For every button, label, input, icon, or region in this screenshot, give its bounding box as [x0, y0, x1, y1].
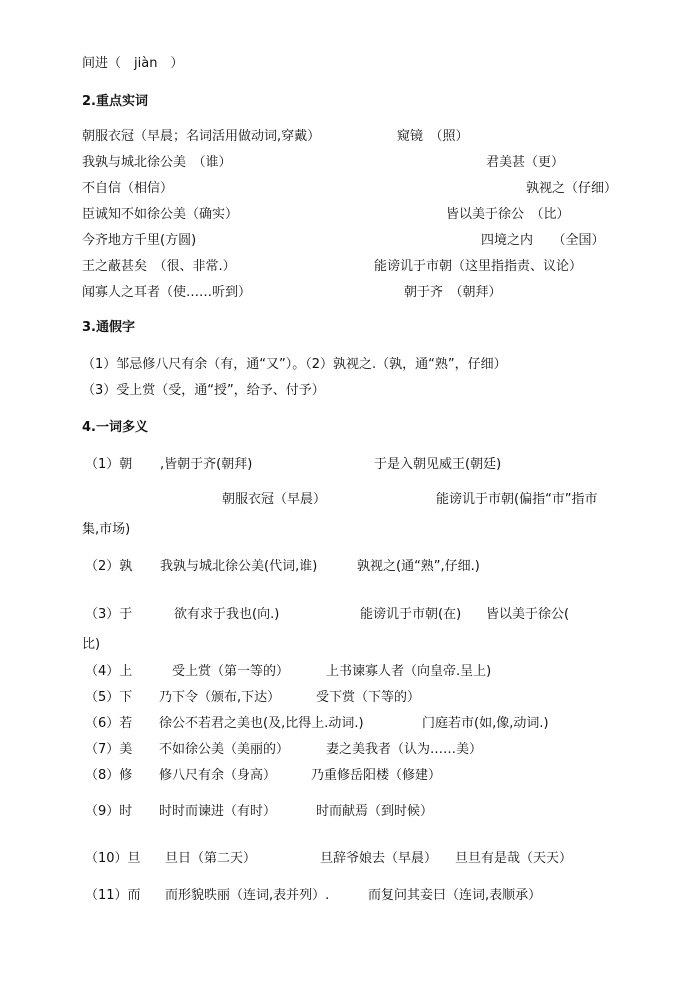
item-usage: 旦辞爷娘去（早晨）: [320, 851, 438, 866]
vocab-row: [0, 127, 696, 147]
item-usage: 能谤讥于市朝(偏指“市”指市: [436, 492, 598, 507]
vocab-left: 王之蔽甚矣 （很、非常.）: [82, 259, 236, 274]
item-label: （8）修: [85, 768, 133, 783]
item-usage: 时而献焉（到时候）: [316, 804, 434, 819]
polysemy-item-3: [0, 605, 696, 625]
polysemy-item-1: [0, 455, 696, 475]
item-label: （10）旦: [85, 851, 141, 866]
section-title: 2.重点实词: [82, 94, 148, 109]
vocab-row: [0, 179, 696, 199]
section-heading-2: [0, 92, 696, 112]
item-usage: 而复问其妾曰（连词,表顺承）: [368, 888, 542, 903]
section-title: 3.通假字: [82, 320, 135, 335]
vocab-row: [0, 153, 696, 173]
section-heading-4: [0, 418, 696, 438]
item-usage: 集,市场): [82, 522, 131, 537]
vocab-left: 朝服衣冠（早晨；名词活用做动词,穿戴）: [82, 129, 321, 144]
item-usage: 乃下令（颁布,下达）: [159, 690, 281, 705]
tongjia-text: （1）邹忌修八尺有余（有，通“又”）。（2）孰视之.（孰，通“熟”，仔细）: [82, 357, 507, 372]
item-usage: ,皆朝于齐(朝拜): [160, 457, 253, 472]
polysemy-item-3-wrap: [0, 635, 696, 655]
item-usage: 上书谏寡人者（向皇帝.呈上): [326, 664, 492, 679]
vocab-left: 闻寡人之耳者（使……听到）: [82, 285, 252, 300]
vocab-row: [0, 231, 696, 251]
vocab-row: [0, 283, 696, 303]
vocab-row: [0, 205, 696, 225]
item-usage: 不如徐公美（美丽的）: [159, 742, 290, 757]
polysemy-item-7: [0, 740, 696, 760]
vocab-left: 我孰与城北徐公美 （谁）: [82, 155, 232, 170]
item-usage: 而形貌昳丽（连词,表并列）.: [165, 888, 330, 903]
item-label: （2）孰: [85, 559, 133, 574]
item-label: （11）而: [85, 888, 141, 903]
item-usage: 乃重修岳阳楼（修建）: [311, 768, 442, 783]
item-label: （7）美: [85, 742, 133, 757]
item-usage: 孰视之(通“熟”,仔细.): [357, 559, 480, 574]
vocab-right: 能谤讥于市朝（这里指指责、议论）: [374, 259, 583, 274]
item-usage: 朝服衣冠（早晨）: [222, 492, 327, 507]
item-label: （4）上: [85, 664, 133, 679]
vocab-row: [0, 257, 696, 277]
polysemy-item-5: [0, 688, 696, 708]
intro-text: 间进（ jiàn ）: [82, 56, 184, 71]
item-usage: 妻之美我者（认为……美）: [326, 742, 483, 757]
vocab-right: 朝于齐 （朝拜）: [404, 285, 502, 300]
item-usage: 旦旦有是哉（天天）: [455, 851, 573, 866]
tongjia-line: [0, 381, 696, 401]
section-title: 4.一词多义: [82, 420, 148, 435]
vocab-left: 今齐地方千里(方圆): [82, 233, 197, 248]
vocab-left: 不自信（相信）: [82, 181, 174, 196]
item-usage: 能谤讥于市朝(在): [360, 607, 462, 622]
vocab-right: 孰视之（仔细）: [526, 181, 618, 196]
intro-line: [0, 54, 696, 74]
polysemy-item-8: [0, 766, 696, 786]
polysemy-item-6: [0, 714, 696, 734]
item-label: （3）于: [85, 607, 133, 622]
vocab-right: 皆以美于徐公 （比）: [446, 207, 570, 222]
section-heading-3: [0, 318, 696, 338]
polysemy-item-10: [0, 849, 696, 869]
polysemy-item-1-wrap: [0, 520, 696, 540]
item-usage: 受下赏（下等的）: [316, 690, 421, 705]
item-usage: 修八尺有余（身高）: [159, 768, 277, 783]
polysemy-item-9: [0, 802, 696, 822]
vocab-left: 臣诚知不如徐公美（确实）: [82, 207, 239, 222]
item-usage: 我孰与城北徐公美(代词,谁): [160, 559, 318, 574]
item-label: （9）时: [85, 804, 133, 819]
vocab-right: 君美甚（更）: [486, 155, 565, 170]
item-usage: 于是入朝见威王(朝廷): [374, 457, 502, 472]
item-usage: 皆以美于徐公(: [486, 607, 570, 622]
item-usage: 时时而谏进（有时）: [159, 804, 277, 819]
polysemy-item-2: [0, 557, 696, 577]
polysemy-item-11: [0, 886, 696, 906]
polysemy-item-1-cont: [0, 490, 696, 510]
vocab-right: 四境之内 （全国）: [481, 233, 605, 248]
item-usage: 门庭若市(如,像,动词.): [422, 716, 549, 731]
item-usage: 受上赏（第一等的）: [172, 664, 290, 679]
item-usage: 比): [82, 637, 101, 652]
item-label: （6）若: [85, 716, 133, 731]
item-usage: 徐公不若君之美也(及,比得上.动词.): [159, 716, 364, 731]
polysemy-item-4: [0, 662, 696, 682]
item-usage: 旦日（第二天）: [165, 851, 257, 866]
item-usage: 欲有求于我也(向.): [174, 607, 280, 622]
item-label: （1）朝: [85, 457, 133, 472]
tongjia-line: [0, 355, 696, 375]
item-label: （5）下: [85, 690, 133, 705]
tongjia-text: （3）受上赏（受，通“授”，给予、付予）: [82, 383, 325, 398]
vocab-right: 窥镜 （照）: [397, 129, 469, 144]
